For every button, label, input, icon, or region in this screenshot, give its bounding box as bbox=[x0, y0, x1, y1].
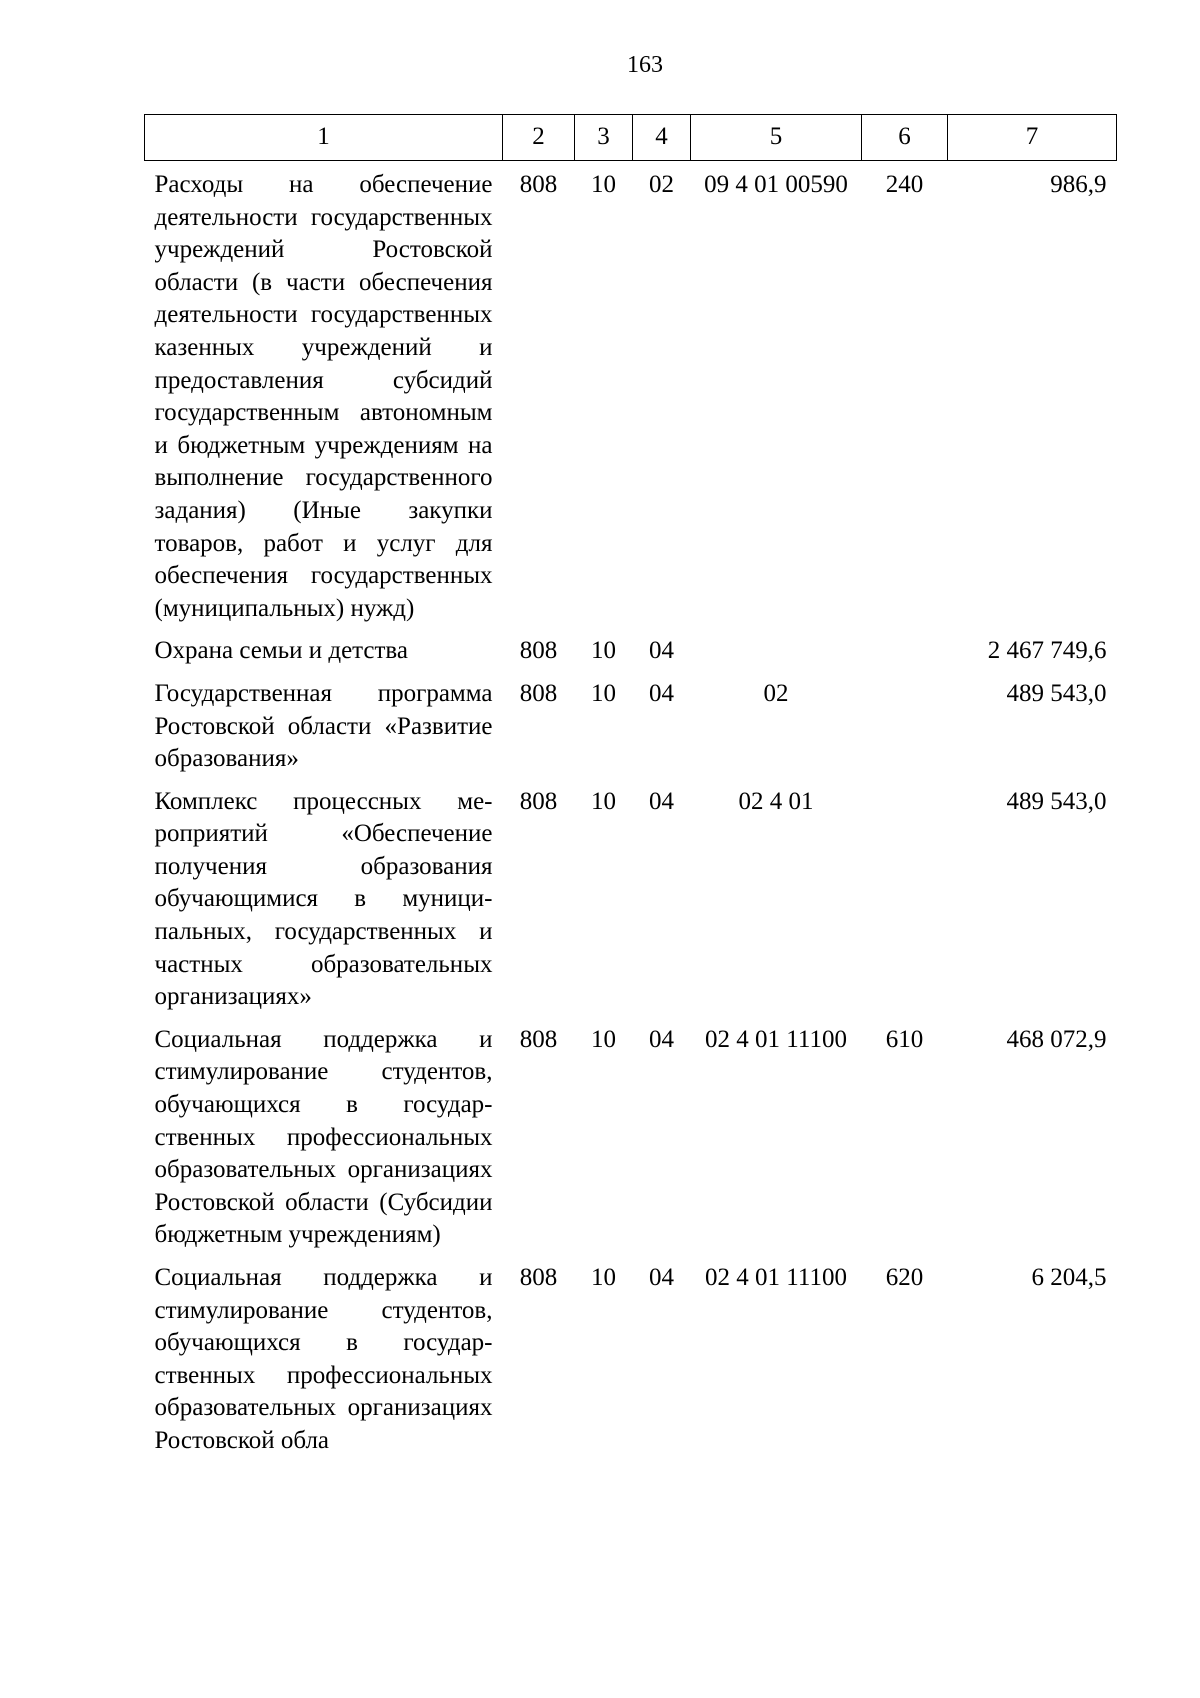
table-row bbox=[145, 161, 1117, 636]
table-row bbox=[145, 786, 1117, 1024]
header-col-4: 4 bbox=[633, 115, 691, 161]
row-ministry-code: 808 bbox=[519, 1025, 558, 1053]
row-subsection-code: 02 bbox=[649, 171, 674, 198]
row-subsection-code: 04 bbox=[649, 1264, 674, 1291]
table-row bbox=[145, 635, 1117, 678]
row-description-text: Комплекс процессных мероприятий «Обеспечение получения образования обучающимися в муниципальных, государственных и частных образовательных организациях» bbox=[154, 787, 493, 1011]
row-description bbox=[145, 161, 503, 636]
table-row bbox=[145, 1262, 1117, 1468]
row-section-code: 10 bbox=[591, 679, 616, 707]
row-target-article: 02 bbox=[763, 679, 789, 707]
header-col-5: 5 bbox=[691, 115, 862, 161]
row-amount: 2 467 749,6 bbox=[987, 637, 1107, 665]
row-description bbox=[145, 786, 503, 1024]
row-ministry-code: 808 bbox=[519, 171, 558, 198]
row-description-text: Охрана семьи и детства bbox=[154, 637, 408, 665]
budget-table bbox=[144, 114, 1117, 1468]
row-target-article: 02 4 01 bbox=[738, 787, 814, 815]
row-ministry-code: 808 bbox=[519, 1264, 558, 1291]
row-target-article bbox=[691, 635, 862, 678]
table-row bbox=[145, 1024, 1117, 1262]
row-target-article: 02 4 01 11100 bbox=[705, 1264, 847, 1291]
row-amount: 468 072,9 bbox=[1006, 1025, 1107, 1053]
row-description-text: Социальная поддержка и стимулирование студентов, обучающихся в государственных профессиональных образовательных организациях Ростовской обла bbox=[154, 1264, 493, 1454]
row-ministry-code: 808 bbox=[519, 679, 558, 707]
row-section-code: 10 bbox=[591, 171, 616, 198]
row-subsection-code: 04 bbox=[649, 637, 674, 665]
row-description bbox=[145, 678, 503, 786]
row-amount: 986,9 bbox=[1050, 171, 1107, 198]
row-description-text: Расходы на обеспечение деятельности государственных учреждений Ростовской области (в части обеспечения деятельности государственных казенных учреждений и предоставления субсидий государственным автономным и бюджетным учреждениям на выполнение государственного задания) (Иные закупки товаров, работ и услуг для обеспечения государственных (муниципальных) нужд) bbox=[154, 171, 493, 622]
row-ministry-code: 808 bbox=[519, 787, 558, 815]
row-subsection-code: 04 bbox=[649, 1025, 674, 1053]
header-col-1: 1 bbox=[145, 115, 503, 161]
table-header bbox=[145, 115, 1117, 161]
row-target-article: 02 4 01 11100 bbox=[705, 1025, 847, 1053]
row-section-code: 10 bbox=[591, 1025, 616, 1053]
row-description-text: Государственная программа Ростовской области «Развитие образования» bbox=[154, 679, 493, 773]
row-target-article: 09 4 01 00590 bbox=[704, 171, 848, 198]
row-amount: 489 543,0 bbox=[1006, 679, 1107, 707]
header-col-6: 6 bbox=[862, 115, 948, 161]
row-amount: 489 543,0 bbox=[1006, 787, 1107, 815]
row-amount: 6 204,5 bbox=[1031, 1264, 1107, 1291]
row-section-code: 10 bbox=[591, 637, 616, 665]
header-col-3: 3 bbox=[575, 115, 633, 161]
row-expense-type: 620 bbox=[885, 1264, 924, 1291]
table-row bbox=[145, 678, 1117, 786]
page-number: 163 bbox=[627, 52, 663, 78]
row-ministry-code: 808 bbox=[519, 637, 558, 665]
row-expense-type bbox=[862, 786, 948, 1024]
row-section-code: 10 bbox=[591, 1264, 616, 1291]
row-description bbox=[145, 1262, 503, 1468]
row-description bbox=[145, 1024, 503, 1262]
row-subsection-code: 04 bbox=[649, 679, 674, 707]
row-section-code: 10 bbox=[591, 787, 616, 815]
row-expense-type bbox=[862, 635, 948, 678]
row-expense-type bbox=[862, 678, 948, 786]
row-description bbox=[145, 635, 503, 678]
row-expense-type: 240 bbox=[885, 171, 924, 198]
header-col-2: 2 bbox=[503, 115, 575, 161]
table-body bbox=[145, 161, 1117, 1468]
header-col-7: 7 bbox=[948, 115, 1117, 161]
row-subsection-code: 04 bbox=[649, 787, 674, 815]
header-row bbox=[145, 115, 1117, 161]
row-expense-type: 610 bbox=[885, 1025, 924, 1053]
row-description-text: Социальная поддержка и стимулирование студентов, обучающихся в государственных профессиональных образовательных организациях Ростовской области (Субсидии бюджетным учреждениям) bbox=[154, 1025, 493, 1249]
